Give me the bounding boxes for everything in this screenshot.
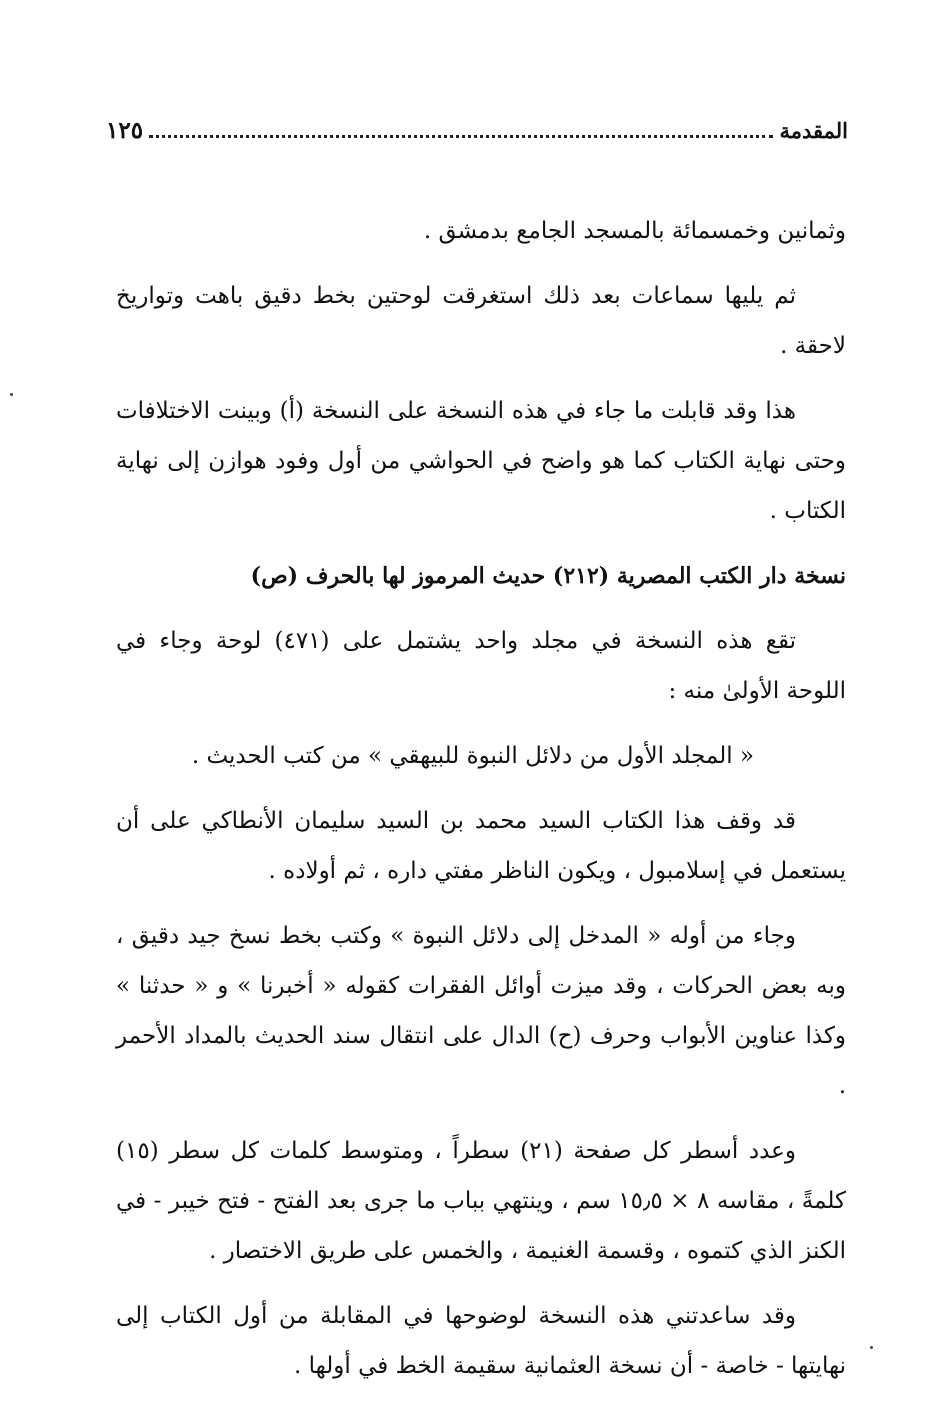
section-heading: نسخة دار الكتب المصرية (٢١٢) حديث المرموز لها بالحرف (ص) (250, 563, 846, 589)
page-body (116, 206, 846, 1406)
header-leader-dots (149, 135, 773, 138)
scan-speck (10, 393, 13, 396)
paragraph-7: وعدد أسطر كل صفحة (٢١) سطراً ، ومتوسط كلمات كل سطر (١٥) كلمةً ، مقاسه ٨ × ١٥٫٥ سم ، وينتهي بباب ما جرى بعد الفتح - فتح خيبر - في الكنز الذي كتموه ، وقسمة الغنيمة ، والخمس على طريق الاختصار . (116, 1138, 846, 1264)
scan-speck (870, 1346, 873, 1349)
running-header (106, 108, 848, 152)
header-title: المقدمة (779, 117, 848, 143)
paragraph-3: هذا وقد قابلت ما جاء في هذه النسخة على النسخة (أ) وبينت الاختلافات وحتى نهاية الكتاب كما هو واضح في الحواشي من أول وفود هوازن إلى نهاية الكتاب . (116, 398, 846, 524)
paragraph-2: ثم يليها سماعات بعد ذلك استغرقت لوحتين بخط دقيق باهت وتواريخ لاحقة . (116, 283, 846, 359)
paragraph-8: وقد ساعدتني هذه النسخة لوضوحها في المقابلة من أول الكتاب إلى نهايتها - خاصة - أن نسخة العثمانية سقيمة الخط في أولها . (116, 1303, 846, 1379)
paragraph-5: قد وقف هذا الكتاب السيد محمد بن السيد سليمان الأنطاكي على أن يستعمل في إسلامبول ، ويكون الناظر مفتي داره ، ثم أولاده . (116, 808, 846, 884)
paragraph-1: وثمانين وخمسمائة بالمسجد الجامع بدمشق . (423, 218, 846, 244)
page-number: ١٢٥ (106, 116, 144, 144)
paragraph-4: تقع هذه النسخة في مجلد واحد يشتمل على (٤٧١) لوحة وجاء في اللوحة الأولىٰ منه : (116, 628, 846, 704)
paragraph-6: وجاء من أوله « المدخل إلى دلائل النبوة » وكتب بخط نسخ جيد دقيق ، وبه بعض الحركات ، وقد ميزت أوائل الفقرات كقوله « أخبرنا » و « حدثنا » وكذا عناوين الأبواب وحرف (ح) الدال على انتقال سند الحديث بالمداد الأحمر . (116, 923, 846, 1099)
quoted-title: « المجلد الأول من دلائل النبوة للبيهقي » من كتب الحديث . (191, 743, 754, 769)
